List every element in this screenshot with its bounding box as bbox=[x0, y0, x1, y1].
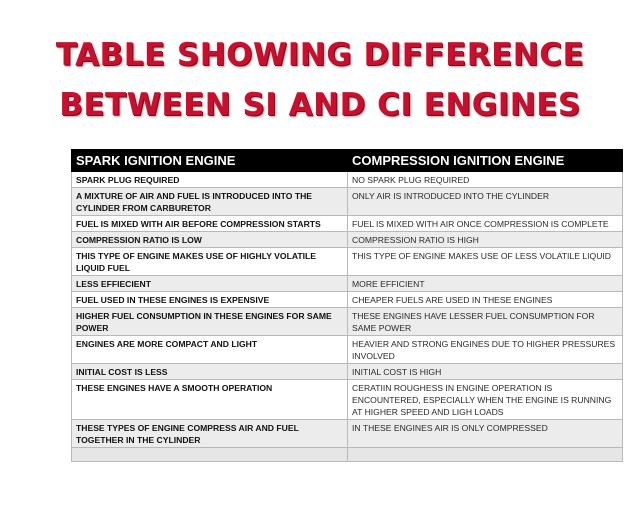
table-row bbox=[72, 172, 623, 188]
table-row bbox=[72, 336, 623, 364]
table-row bbox=[72, 380, 623, 420]
ci-cell: ONLY AIR IS INTRODUCED INTO THE CYLINDER bbox=[348, 188, 623, 216]
si-cell: THESE ENGINES HAVE A SMOOTH OPERATION bbox=[72, 380, 348, 420]
ci-cell: INITIAL COST IS HIGH bbox=[348, 364, 623, 380]
table-row bbox=[72, 420, 623, 448]
table-row bbox=[72, 292, 623, 308]
si-cell: FUEL USED IN THESE ENGINES IS EXPENSIVE bbox=[72, 292, 348, 308]
comparison-table bbox=[71, 149, 623, 462]
si-cell: THIS TYPE OF ENGINE MAKES USE OF HIGHLY VOLATILE LIQUID FUEL bbox=[72, 248, 348, 276]
header-si: SPARK IGNITION ENGINE bbox=[72, 150, 348, 172]
si-cell: THESE TYPES OF ENGINE COMPRESS AIR AND FUEL TOGETHER IN THE CYLINDER bbox=[72, 420, 348, 448]
ci-cell: MORE EFFICIENT bbox=[348, 276, 623, 292]
ci-cell: NO SPARK PLUG REQUIRED bbox=[348, 172, 623, 188]
ci-cell: HEAVIER AND STRONG ENGINES DUE TO HIGHER PRESSURES INVOLVED bbox=[348, 336, 623, 364]
si-cell: HIGHER FUEL CONSUMPTION IN THESE ENGINES FOR SAME POWER bbox=[72, 308, 348, 336]
title-line-1: TABLE SHOWING DIFFERENCE bbox=[55, 37, 585, 73]
ci-cell: THESE ENGINES HAVE LESSER FUEL CONSUMPTION FOR SAME POWER bbox=[348, 308, 623, 336]
ci-cell: CERATIIN ROUGHESS IN ENGINE OPERATION IS ENCOUNTERED, ESPECIALLY WHEN THE ENGINE IS RUNNING AT HIGHER SPEED AND LIGH LOADS bbox=[348, 380, 623, 420]
table-row bbox=[72, 232, 623, 248]
ci-cell: FUEL IS MIXED WITH AIR ONCE COMPRESSION IS COMPLETE bbox=[348, 216, 623, 232]
table-header-row bbox=[72, 150, 623, 172]
table-row bbox=[72, 216, 623, 232]
table-row bbox=[72, 188, 623, 216]
table-row bbox=[72, 308, 623, 336]
table-row bbox=[72, 364, 623, 380]
ci-cell: COMPRESSION RATIO IS HIGH bbox=[348, 232, 623, 248]
page-title bbox=[0, 30, 640, 130]
header-ci: COMPRESSION IGNITION ENGINE bbox=[348, 150, 623, 172]
si-cell: INITIAL COST IS LESS bbox=[72, 364, 348, 380]
title-line-2: BETWEEN SI AND CI ENGINES bbox=[59, 87, 581, 123]
table-row bbox=[72, 276, 623, 292]
blank-cell bbox=[72, 448, 348, 462]
si-cell: FUEL IS MIXED WITH AIR BEFORE COMPRESSION STARTS bbox=[72, 216, 348, 232]
table-blank-row bbox=[72, 448, 623, 462]
table-row bbox=[72, 248, 623, 276]
si-cell: A MIXTURE OF AIR AND FUEL IS INTRODUCED INTO THE CYLINDER FROM CARBURETOR bbox=[72, 188, 348, 216]
ci-cell: IN THESE ENGINES AIR IS ONLY COMPRESSED bbox=[348, 420, 623, 448]
si-cell: ENGINES ARE MORE COMPACT AND LIGHT bbox=[72, 336, 348, 364]
ci-cell: THIS TYPE OF ENGINE MAKES USE OF LESS VOLATILE LIQUID bbox=[348, 248, 623, 276]
si-cell: LESS EFFIECIENT bbox=[72, 276, 348, 292]
blank-cell bbox=[348, 448, 623, 462]
si-cell: COMPRESSION RATIO IS LOW bbox=[72, 232, 348, 248]
si-cell: SPARK PLUG REQUIRED bbox=[72, 172, 348, 188]
ci-cell: CHEAPER FUELS ARE USED IN THESE ENGINES bbox=[348, 292, 623, 308]
